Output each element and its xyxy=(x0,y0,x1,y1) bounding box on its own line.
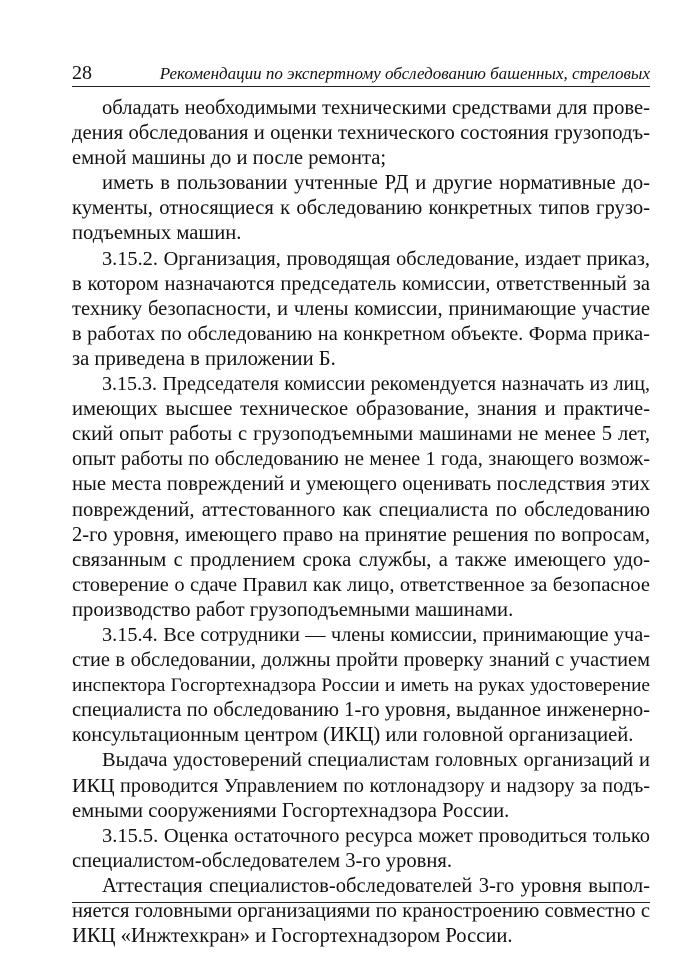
text-line: имеющих высшее техническое образование, знания и практиче- xyxy=(72,398,650,421)
text-line: 3.15.2. Организация, проводящая обследование, издает приказ, xyxy=(102,247,650,270)
paragraph xyxy=(72,824,650,874)
text-line: 2-го уровня, имеющего право на принятие решения по вопросам, xyxy=(72,523,650,546)
text-line: обладать необходимыми техническими средствами для прове- xyxy=(102,97,650,119)
text-line: Выдача удостоверений специалистам головных организаций и xyxy=(102,749,650,772)
paragraph xyxy=(72,372,650,623)
text-line: технику безопасности, и члены комиссии, принимающие участие xyxy=(72,297,650,320)
text-line: емной машины до и после ремонта; xyxy=(72,147,387,170)
text-line: опыт работы по обследованию не менее 1 года, знающего возмож- xyxy=(72,448,650,471)
text-line: 3.15.5. Оценка остаточного ресурса может проводиться только xyxy=(102,824,650,847)
text-line: в котором назначаются председатель комиссии, ответственный за xyxy=(72,272,650,295)
text-line: инспектора Госгортехнадзора России и иметь на руках удостоверение xyxy=(72,675,650,697)
text-line: консультационным центром (ИКЦ) или головной организацией. xyxy=(72,724,634,747)
text-line: 3.15.4. Все сотрудники — члены комиссии, принимающие уча- xyxy=(102,623,650,646)
text-line: ИКЦ «Инжтехкран» и Госгортехнадзором России. xyxy=(72,925,513,948)
text-line: за приведена в приложении Б. xyxy=(72,347,336,370)
text-line: стие в обследовании, должны пройти проверку знаний с участием xyxy=(72,649,650,672)
text-line: стоверение о сдаче Правил как лицо, ответственное за безопасное xyxy=(72,573,650,596)
running-title: Рекомендации по экспертному обследованию башенных, стреловых xyxy=(159,64,650,83)
text-line: ский опыт работы с грузоподъемными машинами не менее 5 лет, xyxy=(72,423,650,446)
text-line: ные места повреждений и умеющего оценивать последствия этих xyxy=(72,473,650,496)
text-line: специалистом-обследователем 3-го уровня. xyxy=(72,849,453,872)
footer-rule xyxy=(72,902,650,903)
text-line: 3.15.3. Председателя комиссии рекомендуется назначать из лиц, xyxy=(102,373,650,396)
paragraph xyxy=(72,874,650,949)
paragraph xyxy=(72,96,650,171)
paragraph xyxy=(72,171,650,246)
body-text xyxy=(72,96,650,949)
text-line: емными сооружениями Госгортехнадзора России. xyxy=(72,799,510,822)
text-line: кументы, относящиеся к обследованию конкретных типов грузо- xyxy=(72,197,650,220)
paragraph xyxy=(72,748,650,823)
text-line: ИКЦ проводится Управлением по котлонадзору и надзору за подъ- xyxy=(72,774,650,797)
text-line: производство работ грузоподъемными машинами. xyxy=(72,598,514,621)
text-line: Аттестация специалистов-обследователей 3-го уровня выпол- xyxy=(102,874,650,897)
text-line: специалиста по обследованию 1-го уровня, выданное инженерно- xyxy=(72,699,650,722)
text-line: в работах по обследованию на конкретном объекте. Форма прика- xyxy=(72,322,650,345)
text-line: иметь в пользовании учтенные РД и другие нормативные до- xyxy=(102,172,650,195)
text-line: дения обследования и оценки технического состояния грузоподъ- xyxy=(72,122,650,145)
text-line: няется головными организациями по краностроению совместно с xyxy=(72,900,650,922)
paragraph xyxy=(72,247,650,372)
text-line: повреждений, аттестованного как специалиста по обследованию xyxy=(72,498,650,521)
text-line: подъемных машин. xyxy=(72,222,242,245)
text-line: связанным с продлением срока службы, а также имеющего удо- xyxy=(72,548,650,571)
page-number: 28 xyxy=(72,62,92,84)
page-header xyxy=(72,62,650,87)
paragraph xyxy=(72,623,650,748)
